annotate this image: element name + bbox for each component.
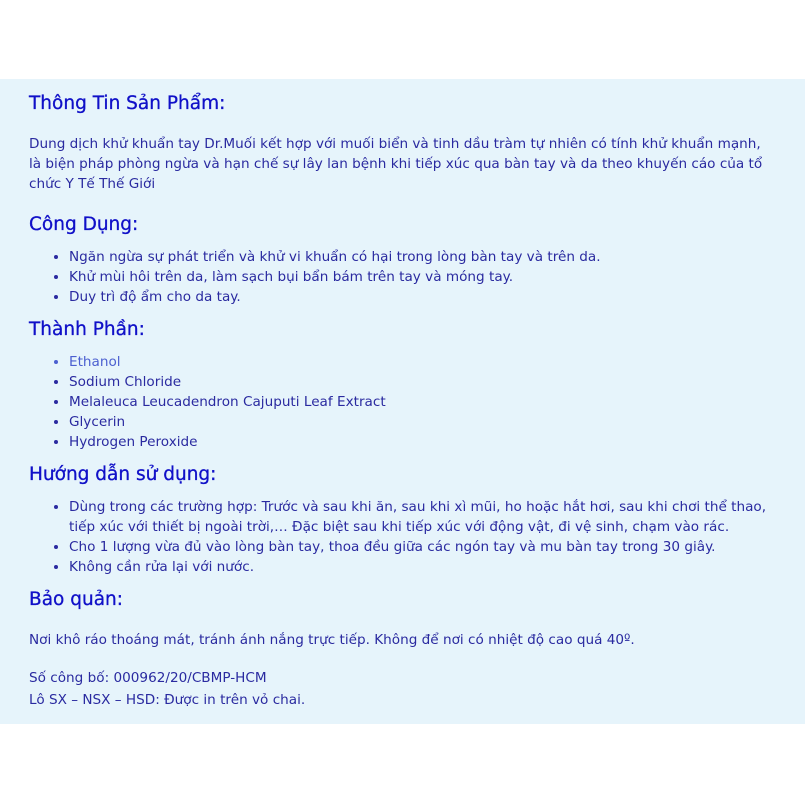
uses-heading: Công Dụng:: [29, 214, 139, 235]
storage-text: Nơi khô ráo thoáng mát, tránh ánh nắng trực tiếp. Không để nơi có nhiệt độ cao quá 40º.: [29, 632, 635, 648]
list-item: • Cho 1 lượng vừa đủ vào lòng bàn tay, thoa đều giữa các ngón tay và mu bàn tay trong 30 giây.: [69, 537, 776, 557]
list-item: • Khử mùi hôi trên da, làm sạch bụi bẩn bám trên tay và móng tay.: [69, 267, 776, 287]
list-item: • Melaleuca Leucadendron Cajuputi Leaf Extract: [69, 392, 776, 412]
ingredients-heading: Thành Phần:: [29, 319, 145, 340]
list-item: • Hydrogen Peroxide: [69, 432, 776, 452]
list-item: • Sodium Chloride: [69, 372, 776, 392]
list-item: • Ngăn ngừa sự phát triển và khử vi khuẩn có hại trong lòng bàn tay và trên da.: [69, 247, 776, 267]
usage-list: [29, 497, 776, 577]
info-text: Dung dịch khử khuẩn tay Dr.Muối kết hợp với muối biển và tinh dầu tràm tự nhiên có tính khử khuẩn mạnh, là biện pháp phòng ngừa và hạn chế sự lây lan bệnh khi tiếp xúc qua bàn tay và da theo khuyến cáo của tổ chức Y Tế Thế Giới: [29, 136, 763, 192]
ingredients-list: [29, 352, 776, 452]
list-item: • Dùng trong các trường hợp: Trước và sau khi ăn, sau khi xì mũi, ho hoặc hắt hơi, sau khi chơi thể thao, tiếp xúc với thiết bị ngoài trời,… Đặc biệt sau khi tiếp xúc với động vật, đi vệ sinh, chạm vào rác.: [69, 497, 776, 537]
storage-heading: Bảo quản:: [29, 589, 123, 610]
ingredient-link-ethanol[interactable]: • Ethanol: [69, 352, 776, 372]
list-item: • Không cần rửa lại với nước.: [69, 557, 776, 577]
batch-info: Lô SX – NSX – HSD: Được in trên vỏ chai.: [29, 692, 306, 708]
list-item: • Duy trì độ ẩm cho da tay.: [69, 287, 776, 307]
uses-list: [29, 247, 776, 307]
list-item: • Glycerin: [69, 412, 776, 432]
product-info-panel: [0, 79, 805, 724]
usage-heading: Hướng dẫn sử dụng:: [29, 464, 217, 485]
info-heading: Thông Tin Sản Phẩm:: [29, 93, 226, 114]
registration-number: Số công bố: 000962/20/CBMP-HCM: [29, 670, 267, 686]
